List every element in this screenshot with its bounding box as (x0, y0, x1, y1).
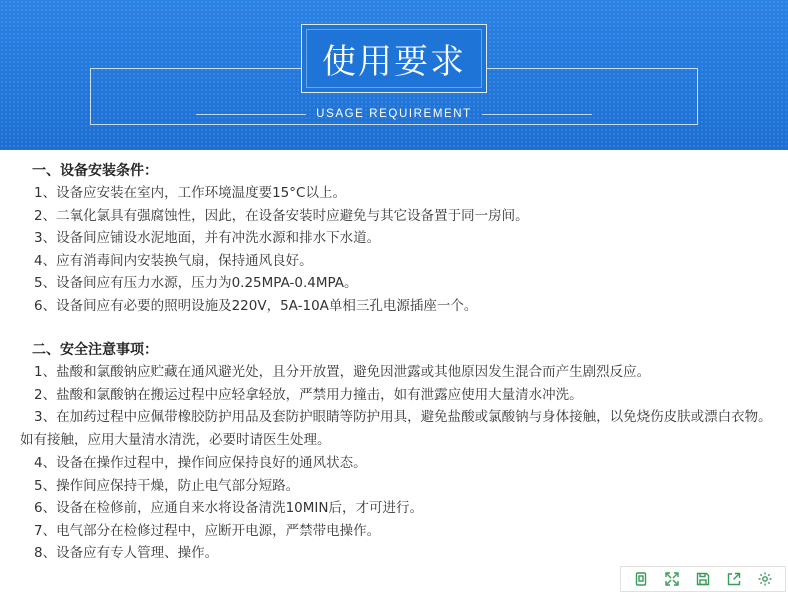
content-body (20, 160, 780, 565)
list-item: 2、盐酸和氯酸钠在搬运过程中应轻拿轻放，严禁用力撞击，如有泄露应使用大量清水冲洗。 (34, 386, 583, 403)
copy-icon[interactable] (631, 569, 651, 589)
share-icon[interactable] (724, 569, 744, 589)
list-item: 4、设备在操作过程中，操作间应保持良好的通风状态。 (34, 455, 367, 471)
list-item: 6、设备间应有必要的照明设施及220V，5A-10A单相三孔电源插座一个。 (34, 297, 478, 314)
section-heading: 二、安全注意事项： (32, 342, 158, 358)
list-item: 2、二氧化氯具有强腐蚀性，因此，在设备安装时应避免与其它设备置于同一房间。 (34, 207, 529, 224)
page-title: 使用要求 (322, 42, 466, 82)
list-item: 8、设备应有专人管理、操作。 (34, 545, 219, 561)
list-item: 5、设备间应有压力水源，压力为0.25MPA-0.4MPA。 (34, 275, 358, 291)
section-safety (20, 339, 780, 565)
header-banner (0, 0, 788, 150)
list-item: 3、设备间应铺设水泥地面，并有冲洗水源和排水下水道。 (34, 230, 381, 246)
save-icon[interactable] (693, 569, 713, 589)
floating-toolbar (620, 566, 786, 592)
title-box (301, 24, 487, 93)
fullscreen-icon[interactable] (662, 569, 682, 589)
settings-icon[interactable] (755, 569, 775, 589)
subtitle-line-left (196, 114, 306, 115)
list-item: 1、盐酸和氯酸钠应贮藏在通风避光处，且分开放置，避免因泄露或其他原因发生混合而产生剧烈反应。 (34, 364, 651, 380)
section-installation (20, 160, 780, 317)
list-item: 1、设备应安装在室内，工作环境温度要15°C以上。 (34, 185, 346, 201)
list-item: 6、设备在检修前，应通自来水将设备清洗10MIN后，才可进行。 (34, 500, 423, 516)
list-item: 7、电气部分在检修过程中，应断开电源，严禁带电操作。 (34, 522, 381, 539)
list-item: 5、操作间应保持干燥，防止电气部分短路。 (34, 477, 300, 494)
list-item: 3、在加药过程中应佩带橡胶防护用品及套防护眼睛等防护用具，避免盐酸或氯酸钠与身体接触，以免烧伤皮肤或漂白衣物。如有接触，应用大量清水清洗，必要时请医生处理。 (20, 409, 772, 448)
list-item: 4、应有消毒间内安装换气扇，保持通风良好。 (34, 252, 313, 269)
section-heading: 一、设备安装条件： (32, 163, 158, 179)
subtitle-line-right (482, 114, 592, 115)
page-subtitle: USAGE REQUIREMENT (316, 108, 472, 120)
section-gap (20, 317, 780, 339)
subtitle-row (100, 104, 688, 124)
